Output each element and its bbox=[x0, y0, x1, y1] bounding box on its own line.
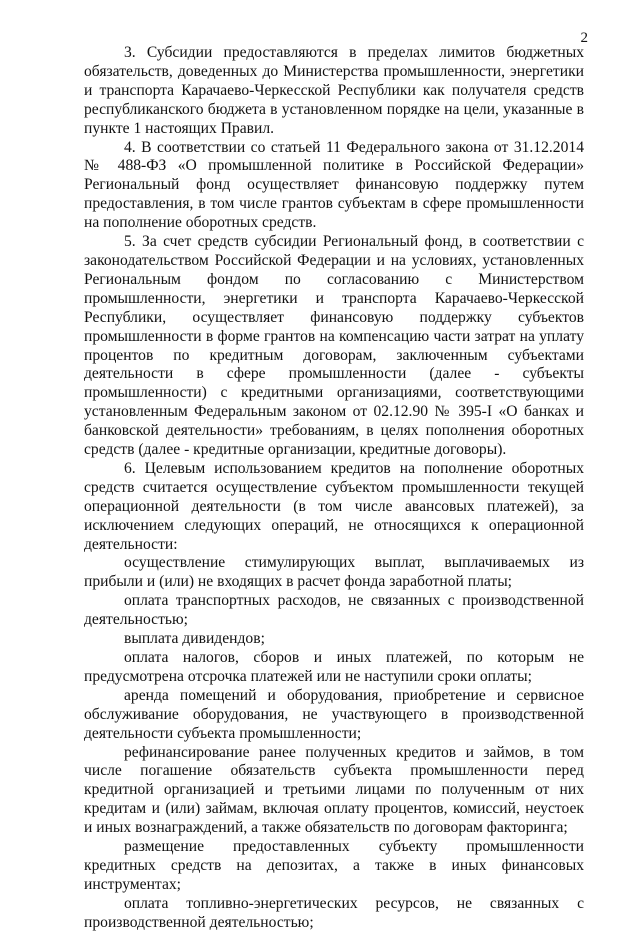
paragraph-6-target-use: 6. Целевым использованием кредитов на пополнение оборотных средств считается осуществление субъектом промышленности текущей операционной деятельности (в том числе авансовых платежей), за исключением следующих операций, не относящихся к операционной деятельности: bbox=[84, 459, 584, 553]
paragraph-5-grants: 5. За счет средств субсидии Региональный фонд, в соответствии с законодательством Российской Федерации и на условиях, установленных Региональным фондом по согласованию с Министерством промышленности, энергетики и транспорта Карачаево-Черкесской Республики, осуществляет финансовую поддержку субъектов промышленности в форме грантов на компенсацию части затрат на уплату процентов по кредитным договорам, заключенным субъектами деятельности в сфере промышленности (далее - субъекты промышленности) с кредитными организациями, соответствующими установленным Федеральным законом от 02.12.90 № 395-I «О банках и банковской деятельности» требованиям, в целях пополнения оборотных средств (далее - кредитные организации, кредитные договоры). bbox=[84, 233, 584, 459]
exclusion-item-deposits: размещение предоставленных субъекту промышленности кредитных средств на депозитах, а также в иных финансовых инструментах; bbox=[84, 838, 584, 893]
exclusion-item-energy-resources: оплата топливно-энергетических ресурсов, не связанных с производственной деятельностью; bbox=[84, 894, 584, 931]
exclusion-item-dividends: выплата дивидендов; bbox=[124, 630, 265, 648]
document-body bbox=[84, 44, 584, 933]
exclusion-item-refinancing: рефинансирование ранее полученных кредитов и займов, в том числе погашение обязательств субъекта промышленности перед кредитной организацией и третьими лицами по полученным от них кредитам и (или) займам, включая оплату процентов, комиссий, неустоек и иных вознаграждений, а также обязательств по договорам факторинга; bbox=[84, 743, 584, 837]
paragraph-3-subsidy-limits: 3. Субсидии предоставляются в пределах лимитов бюджетных обязательств, доведенных до Министерства промышленности, энергетики и транспорта Карачаево-Черкесской Республики как получателя средств республиканского бюджета в установленном порядке на цели, указанные в пункте 1 настоящих Правил. bbox=[84, 44, 584, 137]
exclusion-item-rent: аренда помещений и оборудования, приобретение и сервисное обслуживание оборудования, не участвующего в производственной деятельности субъекта промышленности; bbox=[84, 686, 584, 742]
exclusion-item-incentive-payments: осуществление стимулирующих выплат, выплачиваемых из прибыли и (или) не входящих в расчет фонда заработной платы; bbox=[84, 554, 584, 591]
paragraph-4-financial-support: 4. В соответствии со статьей 11 Федерального закона от 31.12.2014 № 488-ФЗ «О промышленной политике в Российской Федерации» Региональный фонд осуществляет финансовую поддержку путем предоставления, в том числе грантов субъектам в сфере промышленности на пополнение оборотных средств. bbox=[84, 138, 584, 232]
page-number: 2 bbox=[580, 30, 588, 46]
exclusion-item-transport-costs: оплата транспортных расходов, не связанных с производственной деятельностью; bbox=[84, 592, 584, 629]
exclusion-item-taxes: оплата налогов, сборов и иных платежей, по которым не предусмотрена отсрочка платежей или не наступили сроки оплаты; bbox=[84, 649, 584, 685]
